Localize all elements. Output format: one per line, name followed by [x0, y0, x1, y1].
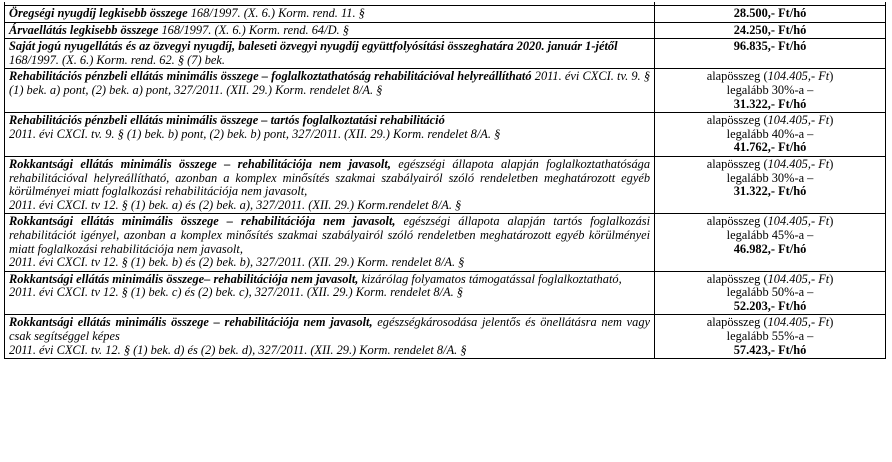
row-amount — [655, 22, 886, 39]
amount-base-value: 104.405,- Ft — [767, 69, 830, 84]
amount-base-suffix: ) — [829, 214, 834, 229]
amount-base-suffix: ) — [829, 271, 834, 286]
benefit-condition: egészségi állapota alapján tartós foglalkozási rehabilitációt igényel, azonban a komplex minősítés szakmai szabályairól szóló rendeletben meghatározott egyéb körülményei miatt foglalkozási rehabilitációja nem javasolt, — [9, 214, 651, 256]
amount-total: 96.835,- Ft/hó — [733, 39, 807, 54]
legal-reference: 168/1997. (X. 6.) Korm. rend. 62. § (7) bek. — [9, 52, 226, 67]
table-row — [5, 315, 886, 359]
table-body — [5, 2, 886, 359]
amount-base-suffix: ) — [829, 315, 834, 330]
legal-reference: 2011. évi CXCI. tv 12. § (1) bek. b) és (2) bek. b), 327/2011. (XII. 29.) Korm. rendelet 8/A. § — [9, 255, 465, 270]
amount-base-value: 104.405,- Ft — [767, 271, 830, 286]
table-row — [5, 214, 886, 271]
row-amount — [655, 271, 886, 315]
table-row — [5, 22, 886, 39]
row-description — [5, 6, 655, 23]
row-amount — [655, 156, 886, 213]
amount-base — [659, 158, 881, 172]
amount-base — [659, 273, 881, 287]
legal-reference: 2011. évi CXCI. tv 12. § (1) bek. a) és (2) bek. a), 327/2011. (XII. 29.) Korm.rendelet 8/A. § — [9, 197, 462, 212]
amount-base-suffix: ) — [829, 156, 834, 171]
benefit-title: Rokkantsági ellátás minimális összege – rehabilitációja nem javasolt, — [9, 214, 396, 229]
table-row — [5, 156, 886, 213]
table-row — [5, 113, 886, 157]
row-description — [5, 113, 655, 157]
benefit-title: Rehabilitációs pénzbeli ellátás minimális összege – tartós foglalkoztatási rehabilitáció — [9, 113, 445, 128]
row-description — [5, 315, 655, 359]
amount-base — [659, 316, 881, 330]
legal-reference: 2011. évi CXCI. tv. 12. § (1) bek. d) és (2) bek. d), 327/2011. (XII. 29.) Korm. rendelet 8/A. § — [9, 342, 467, 357]
amount-base — [659, 114, 881, 128]
row-amount — [655, 315, 886, 359]
amount-base-suffix: ) — [829, 69, 834, 84]
amount-total: 24.250,- Ft/hó — [733, 22, 807, 37]
table-row — [5, 69, 886, 113]
amount-percent: legalább 50%-a – — [726, 285, 814, 300]
benefit-title: Rehabilitációs pénzbeli ellátás minimális összege – foglalkoztathatóság rehabilitációval helyreállítható — [9, 69, 532, 84]
amount-percent: legalább 30%-a – — [726, 170, 814, 185]
row-description — [5, 69, 655, 113]
benefit-condition: egészségi állapota alapján foglalkoztathatósága rehabilitációval helyreállítható, azonban a komplex minősítés szakmai szabályairól szóló rendeletben meghatározott egyéb körülményei miatt foglalkozási rehabilitációja nem javasolt, — [9, 156, 651, 199]
amount-total: 52.203,- Ft/hó — [733, 298, 807, 313]
amount-base-suffix: ) — [829, 113, 834, 128]
amount-total: 31.322,- Ft/hó — [733, 96, 807, 111]
amount-total: 41.762,- Ft/hó — [733, 140, 807, 155]
benefit-title: Rokkantsági ellátás minimális összege – rehabilitációja nem javasolt, — [9, 156, 391, 171]
benefit-condition: kizárólag folyamatos támogatással foglalkoztatható, — [358, 271, 622, 286]
amount-percent: legalább 45%-a – — [726, 227, 814, 242]
table-row — [5, 271, 886, 315]
benefit-title: Rokkantsági ellátás minimális összege– rehabilitációja nem javasolt, — [9, 271, 359, 286]
table-row — [5, 6, 886, 23]
legal-reference: 2011. évi CXCI. tv. 9. § (1) bek. b) pont, (2) bek. b) pont, 327/2011. (XII. 29.) Korm. rendelet 8/A. § — [9, 126, 501, 141]
row-description — [5, 39, 655, 69]
row-amount — [655, 214, 886, 271]
legal-reference: 2011. évi CXCI. tv 12. § (1) bek. c) és (2) bek. c), 327/2011. (XII. 29.) Korm. rendelet 8/A. § — [9, 285, 463, 300]
amount-total: 28.500,- Ft/hó — [733, 6, 807, 20]
benefit-title: Árvaellátás legkisebb összege — [9, 22, 159, 37]
legal-reference: 2011. évi CXCI. tv. 9. § (1) bek. a) pont, (2) bek. a) pont, 327/2011. (XII. 29.) Korm. rendelet 8/A. § — [9, 69, 651, 97]
row-description — [5, 22, 655, 39]
amount-percent: legalább 40%-a – — [726, 126, 814, 141]
table-row — [5, 39, 886, 69]
pension-minimums-table — [4, 2, 886, 359]
row-amount — [655, 6, 886, 23]
row-amount — [655, 113, 886, 157]
row-amount — [655, 39, 886, 69]
amount-base-prefix: alapösszeg ( — [706, 271, 768, 286]
amount-total: 46.982,- Ft/hó — [733, 241, 807, 256]
amount-base-value: 104.405,- Ft — [767, 315, 830, 330]
amount-base-prefix: alapösszeg ( — [706, 315, 768, 330]
legal-reference: 168/1997. (X. 6.) Korm. rend. 11. § — [187, 6, 365, 20]
amount-base — [659, 70, 881, 84]
row-description — [5, 271, 655, 315]
amount-percent: legalább 30%-a – — [726, 82, 814, 97]
benefit-title: Öregségi nyugdíj legkisebb összege — [9, 6, 188, 20]
row-amount — [655, 69, 886, 113]
amount-base-value: 104.405,- Ft — [767, 214, 830, 229]
amount-base-prefix: alapösszeg ( — [706, 113, 768, 128]
benefit-title: Rokkantsági ellátás minimális összege – rehabilitációja nem javasolt, — [9, 315, 373, 330]
amount-base-prefix: alapösszeg ( — [706, 69, 768, 84]
amount-base-value: 104.405,- Ft — [767, 156, 830, 171]
document-page — [4, 2, 886, 359]
amount-total: 57.423,- Ft/hó — [733, 342, 807, 357]
amount-base-prefix: alapösszeg ( — [706, 214, 768, 229]
row-description — [5, 214, 655, 271]
amount-base-prefix: alapösszeg ( — [706, 156, 768, 171]
benefit-title: Saját jogú nyugellátás és az özvegyi nyugdíj, baleseti özvegyi nyugdíj együttfolyósítási összeghatára 2020. január 1-jétől — [9, 39, 618, 54]
benefit-condition: egészségkárosodása jelentős és önellátásra nem vagy csak segítséggel képes — [9, 315, 651, 344]
amount-base — [659, 215, 881, 229]
amount-total: 31.322,- Ft/hó — [733, 184, 807, 199]
row-description — [5, 156, 655, 213]
amount-percent: legalább 55%-a – — [726, 329, 814, 344]
legal-reference: 168/1997. (X. 6.) Korm. rend. 64/D. § — [158, 22, 349, 37]
amount-base-value: 104.405,- Ft — [767, 113, 830, 128]
